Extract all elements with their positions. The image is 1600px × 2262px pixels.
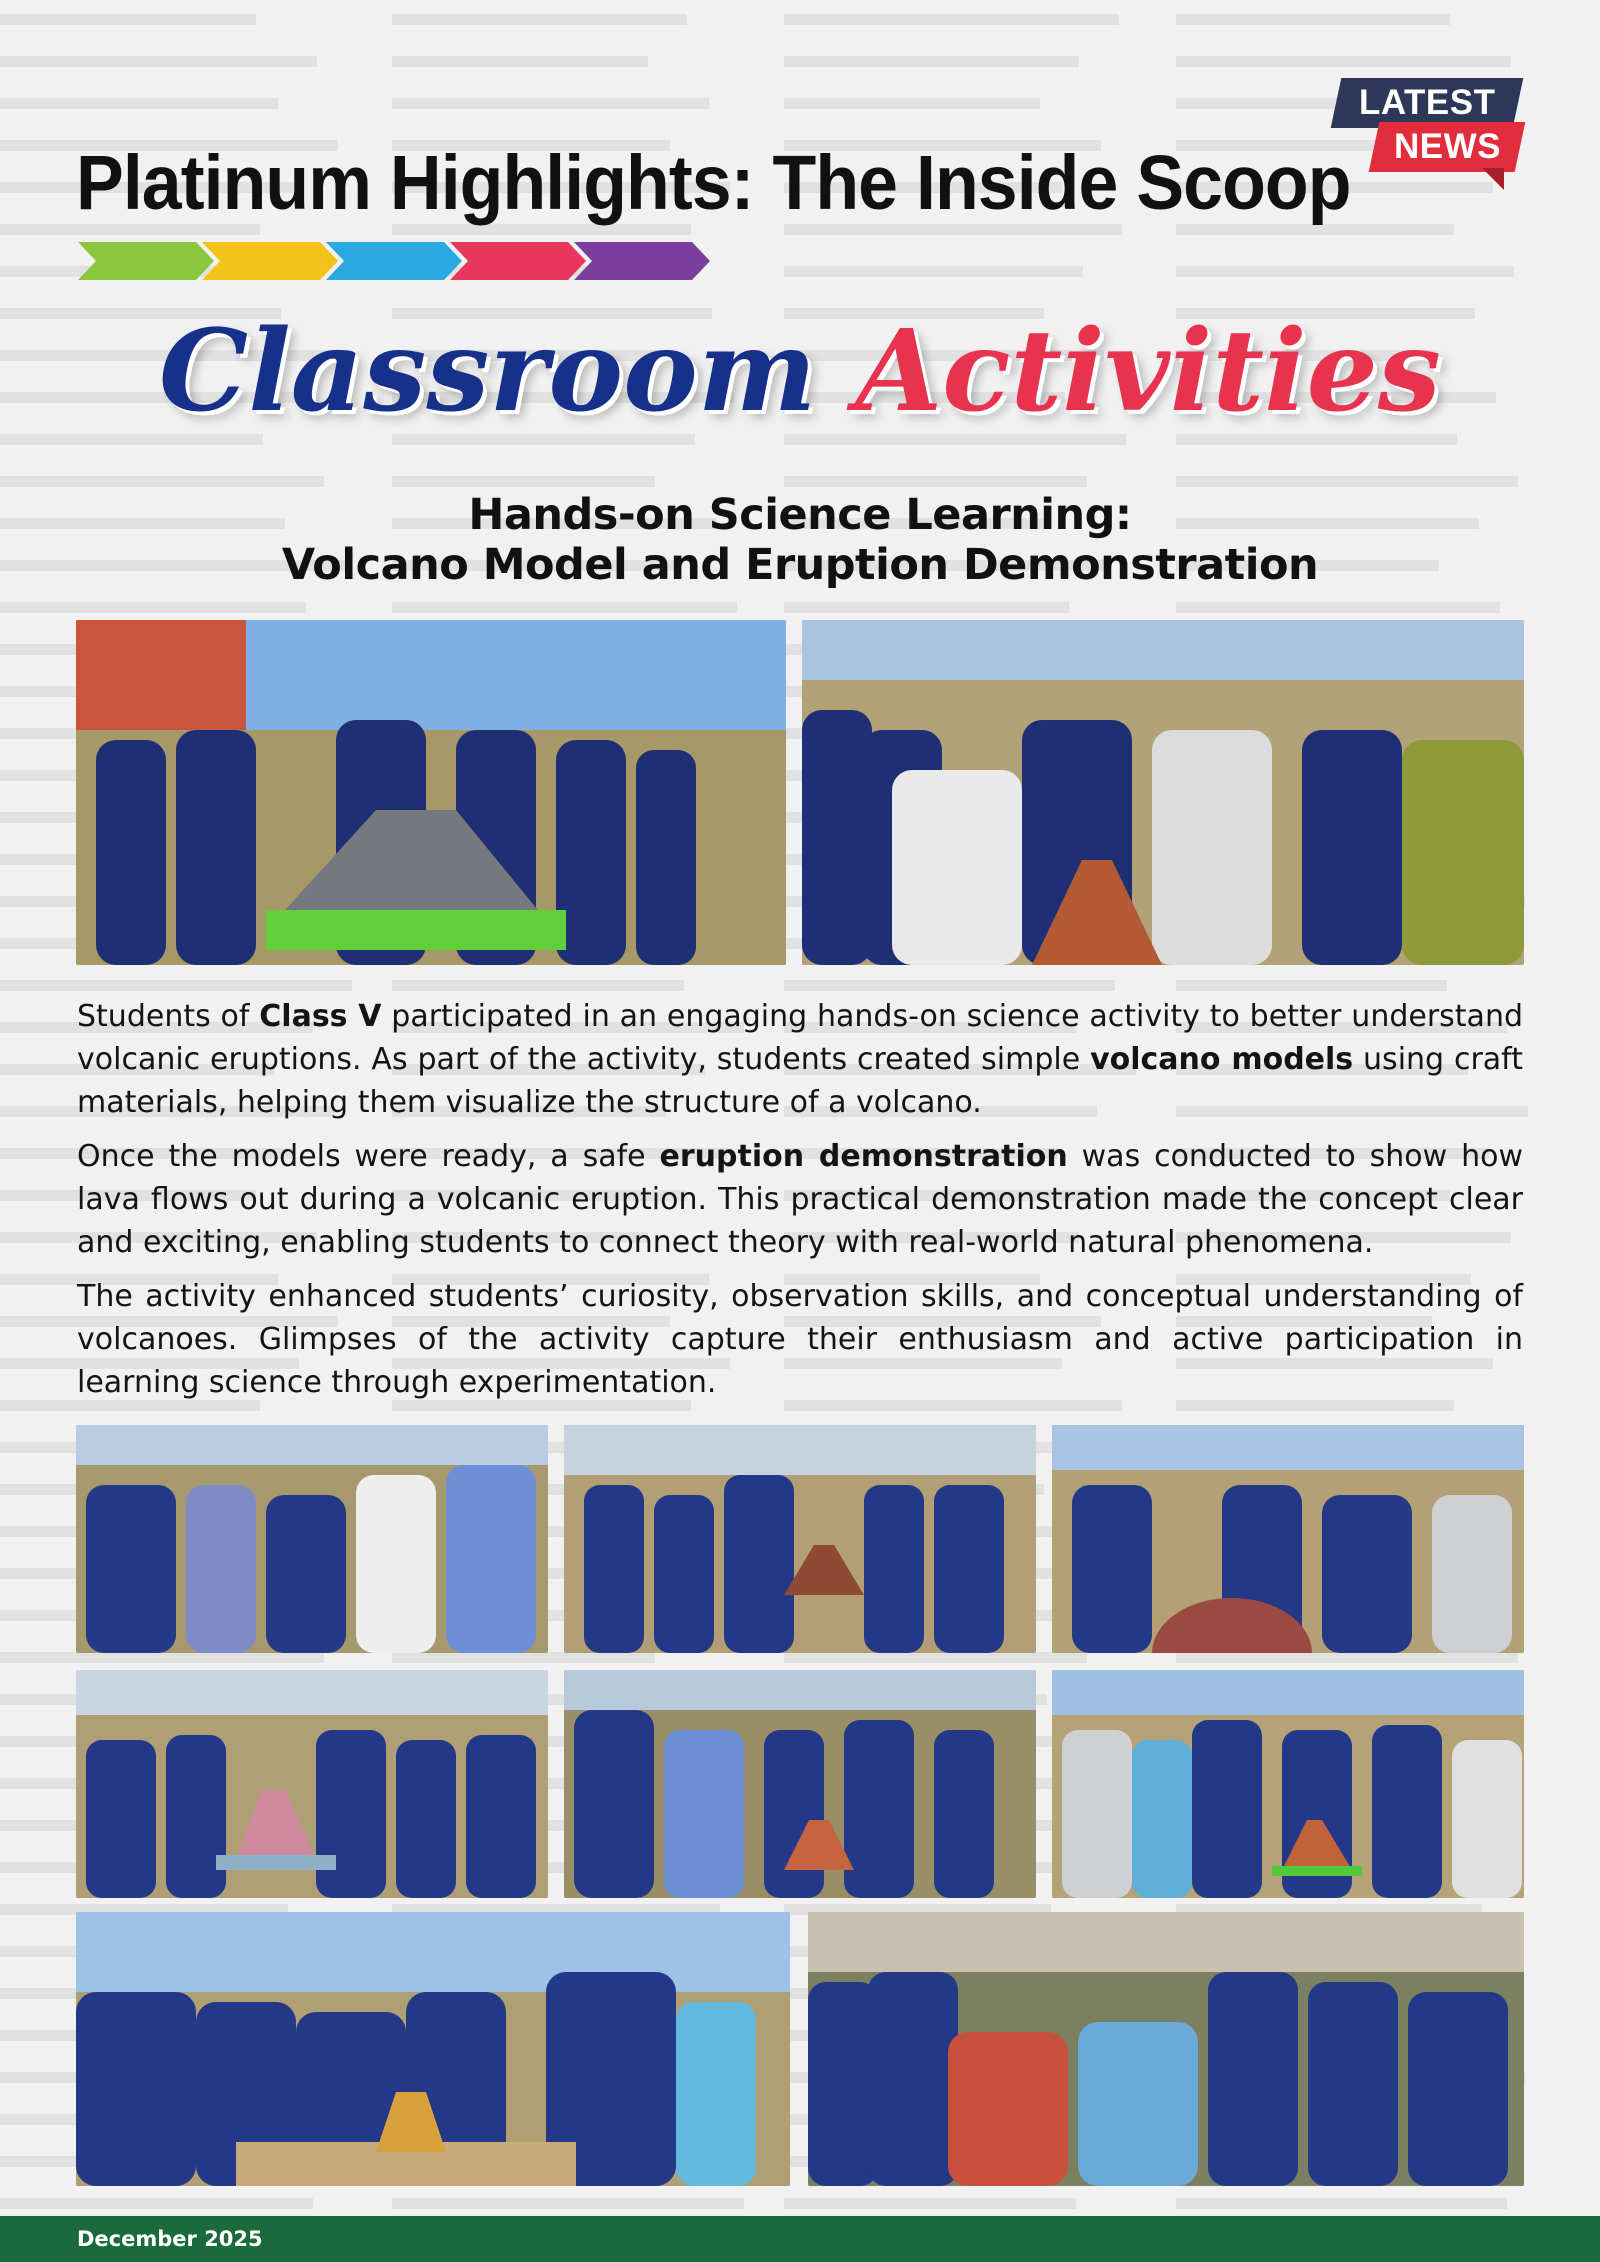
footer-date: December 2025 (77, 2227, 263, 2251)
activity-subtitle (0, 490, 1600, 590)
paragraph-2-text-a: Once the models were ready, a safe (77, 1139, 660, 1174)
paragraph-2 (77, 1135, 1523, 1264)
photo-boys-group-field (808, 1912, 1524, 2186)
paragraph-3: The activity enhanced students’ curiosity, observation skills, and conceptual understanding of volcanoes. Glimpses of the activity capture their enthusiasm and active participation in learning science through experimentation. (77, 1279, 1523, 1400)
chevron-green (78, 242, 214, 280)
script-word-activities: Activities (855, 306, 1441, 437)
photo-group-red-volcano-tray (564, 1425, 1036, 1653)
badge-news-box (1369, 122, 1526, 172)
paragraph-1 (77, 995, 1523, 1124)
chevron-pink (450, 242, 586, 280)
paragraph-1-text-e: using craft materials, helping them visualize the structure of a volcano. (77, 1042, 1523, 1120)
section-script-title (0, 302, 1600, 442)
paragraph-2-text-c: was conducted to show how lava flows out during a volcanic eruption. This practical demonstration made the concept clear and exciting, enabling students to connect theory with real-world natural phenomena. (77, 1139, 1523, 1260)
paragraph-1-bold-class: Class V (259, 999, 382, 1034)
photo-group-small-model (76, 1425, 548, 1653)
paragraph-1-bold-models: volcano models (1090, 1042, 1354, 1077)
chevron-purple (574, 242, 710, 280)
photo-girls-pink-volcano (76, 1670, 548, 1898)
photo-girls-red-volcano (1052, 1425, 1524, 1653)
badge-news-text: NEWS (1393, 127, 1501, 166)
latest-news-badge (1336, 74, 1526, 190)
photo-group-garden-volcano (564, 1670, 1036, 1898)
color-chevron-strip (78, 242, 714, 280)
page-title: Platinum Highlights: The Inside Scoop (76, 140, 1351, 226)
paragraph-1-text-c: participated in an engaging hands-on science activity to better understand volcanic eruptions. As part of the activity, students created simple (77, 999, 1524, 1077)
badge-tail (1482, 168, 1504, 190)
photo-boys-gold-volcano (76, 1912, 790, 2186)
script-word-classroom: Classroom (159, 306, 817, 437)
badge-latest-box (1331, 78, 1524, 128)
photo-boys-red-volcano-model (802, 620, 1524, 965)
subtitle-line-1: Hands-on Science Learning: (468, 490, 1132, 540)
photo-girls-volcano-green-base (1052, 1670, 1524, 1898)
chevron-blue (326, 242, 462, 280)
chevron-yellow (202, 242, 338, 280)
photo-students-grey-volcano-model (76, 620, 786, 965)
badge-latest-text: LATEST (1358, 83, 1496, 122)
paragraph-1-text-a: Students of (77, 999, 260, 1034)
subtitle-line-2: Volcano Model and Eruption Demonstration (281, 540, 1319, 590)
paragraph-2-bold-demonstration: eruption demonstration (659, 1139, 1068, 1174)
page-footer (0, 2216, 1600, 2262)
